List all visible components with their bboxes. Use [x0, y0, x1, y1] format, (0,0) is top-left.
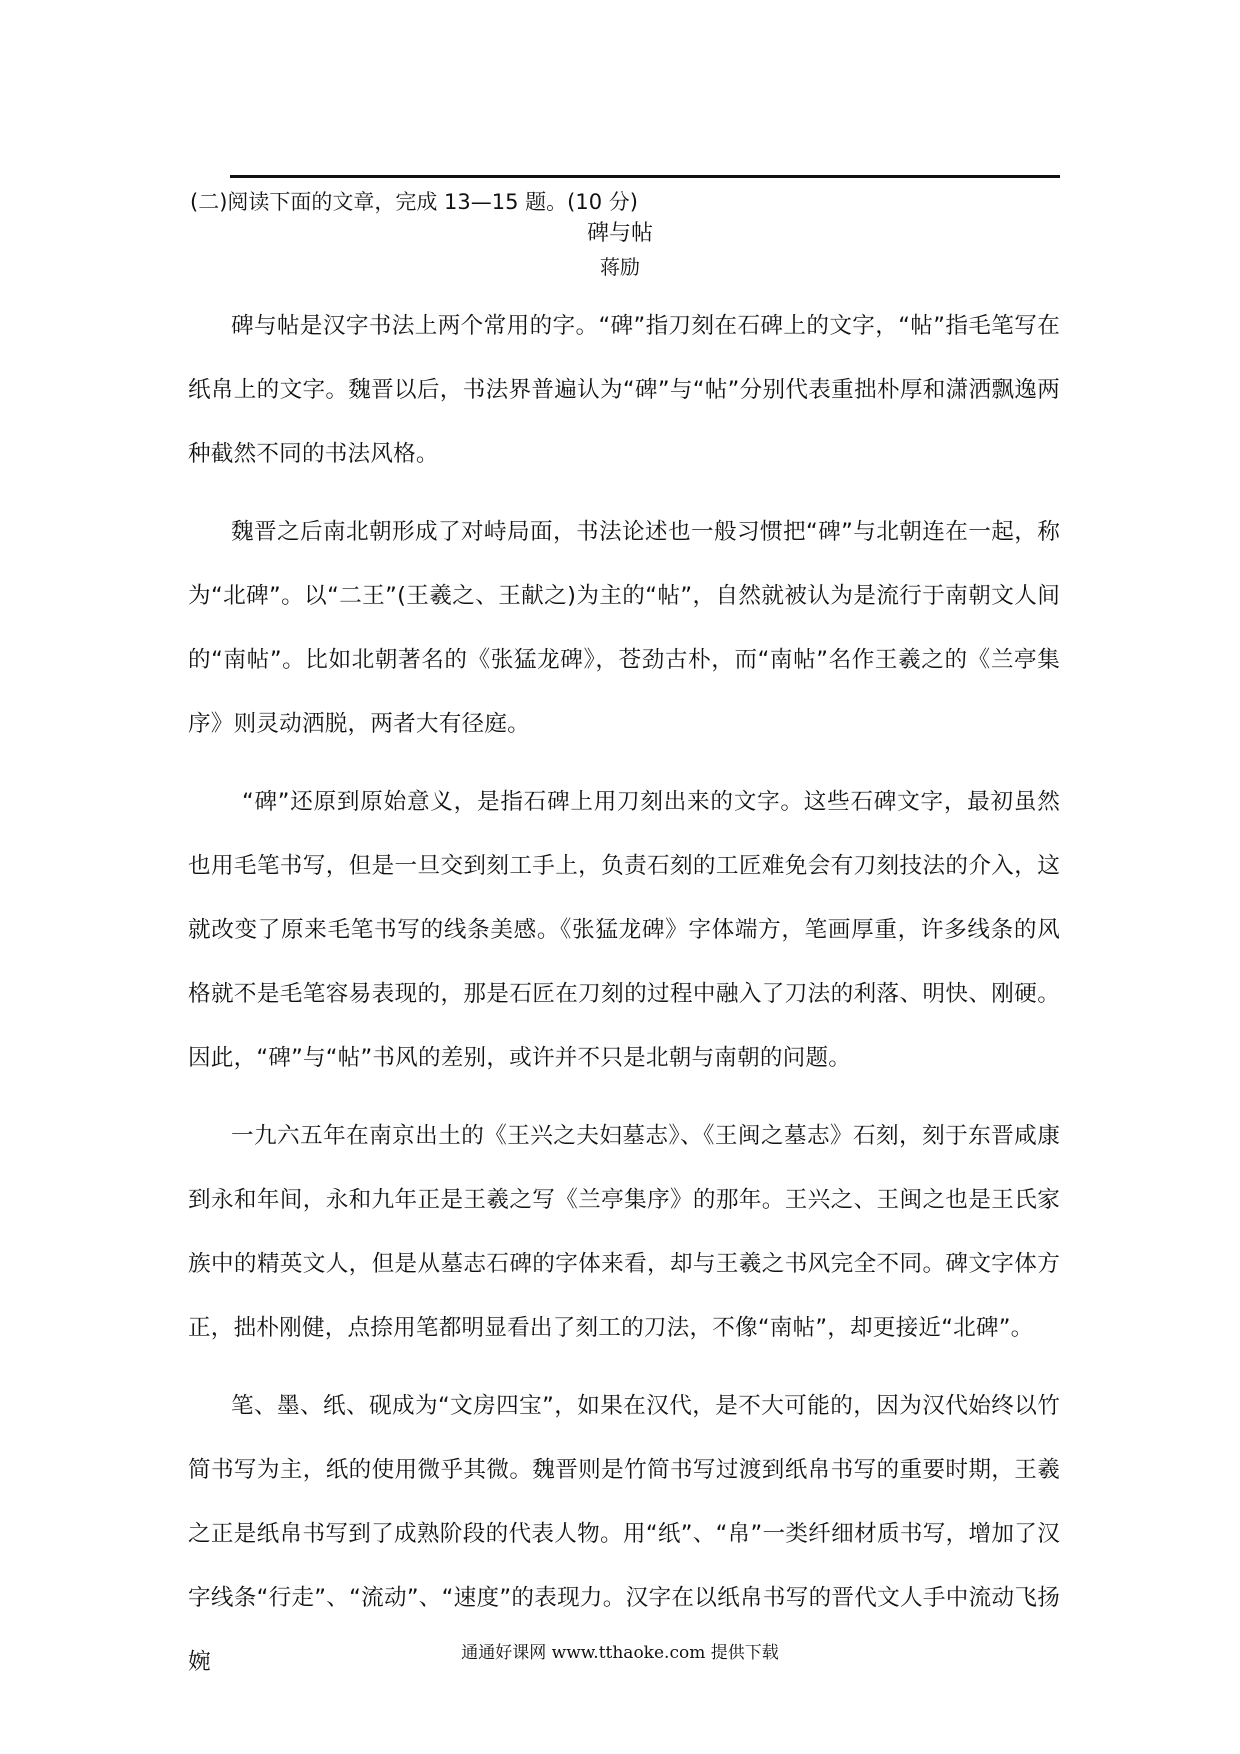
paragraph-1: 碑与帖是汉字书法上两个常用的字。“碑”指刀刻在石碑上的文字，“帖”指毛笔写在纸帛上的文字。魏晋以后，书法界普遍认为“碑”与“帖”分别代表重拙朴厚和潇洒飘逸两种截然不同的书法风格。 — [188, 313, 1060, 467]
article-title: 碑与帖 — [586, 221, 653, 246]
paragraph-3: “碑”还原到原始意义，是指石碑上用刀刻出来的文字。这些石碑文字，最初虽然也用毛笔书写，但是一旦交到刻工手上，负责石刻的工匠难免会有刀刻技法的介入，这就改变了原来毛笔书写的线条美感。《张猛龙碑》字体端方，笔画厚重，许多线条的风格就不是毛笔容易表现的，那是石匠在刀刻的过程中融入了刀法的利落、明快、刚硬。因此，“碑”与“帖”书风的差别，或许并不只是北朝与南朝的问题。 — [188, 789, 1060, 1071]
paragraph-4: 一九六五年在南京出土的《王兴之夫妇墓志》、《王闽之墓志》石刻，刻于东晋咸康到永和年间，永和九年正是王羲之写《兰亭集序》的那年。王兴之、王闽之也是王氏家族中的精英文人，但是从墓志石碑的字体来看，却与王羲之书风完全不同。碑文字体方正，拙朴刚健，点捺用笔都明显看出了刻工的刀法，不像“南帖”，却更接近“北碑”。 — [188, 1123, 1060, 1341]
article-body — [188, 294, 1060, 1708]
paragraph-2: 魏晋之后南北朝形成了对峙局面，书法论述也一般习惯把“碑”与北朝连在一起，称为“北碑”。以“二王”(王羲之、王献之)为主的“帖”，自然就被认为是流行于南朝文人间的“南帖”。比如北朝著名的《张猛龙碑》，苍劲古朴，而“南帖”名作王羲之的《兰亭集序》则灵动洒脱，两者大有径庭。 — [188, 519, 1060, 737]
paragraph-5: 笔、墨、纸、砚成为“文房四宝”，如果在汉代，是不大可能的，因为汉代始终以竹简书写为主，纸的使用微乎其微。魏晋则是竹简书写过渡到纸帛书写的重要时期，王羲之正是纸帛书写到了成熟阶段的代表人物。用“纸”、“帛”一类纤细材质书写，增加了汉字线条“行走”、“流动”、“速度”的表现力。汉字在以纸帛书写的晋代文人手中流动飞扬婉 — [188, 1393, 1060, 1675]
download-footer: 通通好课网 www.tthaoke.com 提供下载 — [461, 1643, 779, 1663]
top-divider-rule — [230, 175, 1060, 178]
article-author: 蒋励 — [600, 255, 640, 279]
question-instruction: (二)阅读下面的文章，完成 13—15 题。(10 分) — [190, 190, 638, 214]
